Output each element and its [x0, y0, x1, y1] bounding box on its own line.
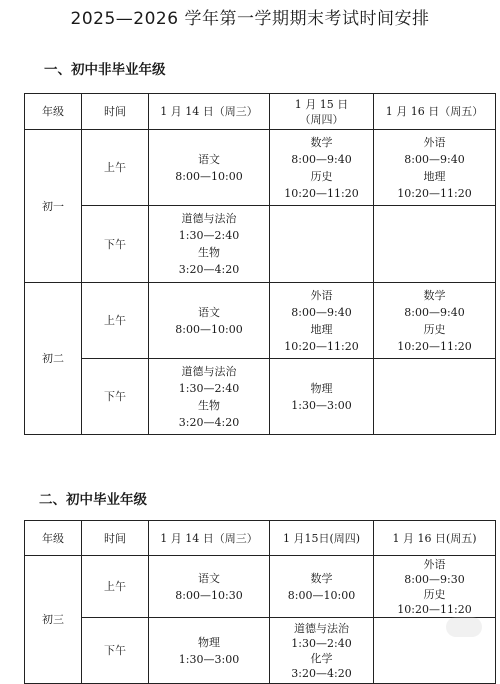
header-day-3: 1 月 16 日（周五） [374, 94, 496, 130]
exam-cell: 道德与法治 1:30—2:40 生物 3:20—4:20 [149, 359, 270, 435]
time-label-pm: 下午 [82, 359, 149, 435]
exam-cell: 数学 8:00—9:40 历史 10:20—11:20 [270, 130, 374, 206]
exam-cell: 语文 8:00—10:30 [149, 556, 270, 618]
exam-cell-empty [374, 206, 496, 283]
table-row [25, 618, 496, 684]
exam-cell: 数学 8:00—10:00 [270, 556, 374, 618]
table-row [25, 130, 496, 206]
header-grade: 年级 [25, 521, 82, 556]
table-header-row [25, 94, 496, 130]
exam-cell: 物理 1:30—3:00 [149, 618, 270, 684]
time-label-am: 上午 [82, 283, 149, 359]
exam-cell: 道德与法治 1:30—2:40 生物 3:20—4:20 [149, 206, 270, 283]
header-grade: 年级 [25, 94, 82, 130]
table-header-row [25, 521, 496, 556]
table-row [25, 206, 496, 283]
page-title: 2025—2026 学年第一学期期末考试时间安排 [70, 9, 430, 29]
grade-label: 初二 [25, 283, 82, 435]
header-time: 时间 [82, 521, 149, 556]
exam-cell-empty [270, 206, 374, 283]
exam-cell: 数学 8:00—9:40 历史 10:20—11:20 [374, 283, 496, 359]
schedule-table-graduating [24, 520, 496, 684]
grade-label: 初三 [25, 556, 82, 684]
time-label-pm: 下午 [82, 618, 149, 684]
exam-cell: 外语 8:00—9:30 历史 10:20—11:20 [374, 556, 496, 618]
table-row [25, 359, 496, 435]
table-row [25, 283, 496, 359]
time-label-am: 上午 [82, 130, 149, 206]
grade-label: 初一 [25, 130, 82, 283]
header-day-2: 1 月15日(周四) [270, 521, 374, 556]
exam-cell-empty [374, 359, 496, 435]
exam-cell: 语文 8:00—10:00 [149, 130, 270, 206]
exam-cell: 物理 1:30—3:00 [270, 359, 374, 435]
schedule-table-non-graduating [24, 93, 496, 435]
section-heading-graduating: 二、初中毕业年级 [39, 492, 147, 508]
header-day-2: 1 月 15 日（周四） [270, 94, 374, 130]
header-day-1: 1 月 14 日（周三） [149, 94, 270, 130]
exam-cell: 外语 8:00—9:40 地理 10:20—11:20 [374, 130, 496, 206]
section-heading-non-graduating: 一、初中非毕业年级 [44, 62, 166, 78]
exam-cell: 外语 8:00—9:40 地理 10:20—11:20 [270, 283, 374, 359]
header-day-1: 1 月 14 日（周三） [149, 521, 270, 556]
header-time: 时间 [82, 94, 149, 130]
exam-cell: 语文 8:00—10:00 [149, 283, 270, 359]
header-day-3: 1 月 16 日(周五) [374, 521, 496, 556]
time-label-am: 上午 [82, 556, 149, 618]
exam-cell: 道德与法治 1:30—2:40 化学 3:20—4:20 [270, 618, 374, 684]
watermark-badge [446, 617, 482, 637]
table-row [25, 556, 496, 618]
time-label-pm: 下午 [82, 206, 149, 283]
